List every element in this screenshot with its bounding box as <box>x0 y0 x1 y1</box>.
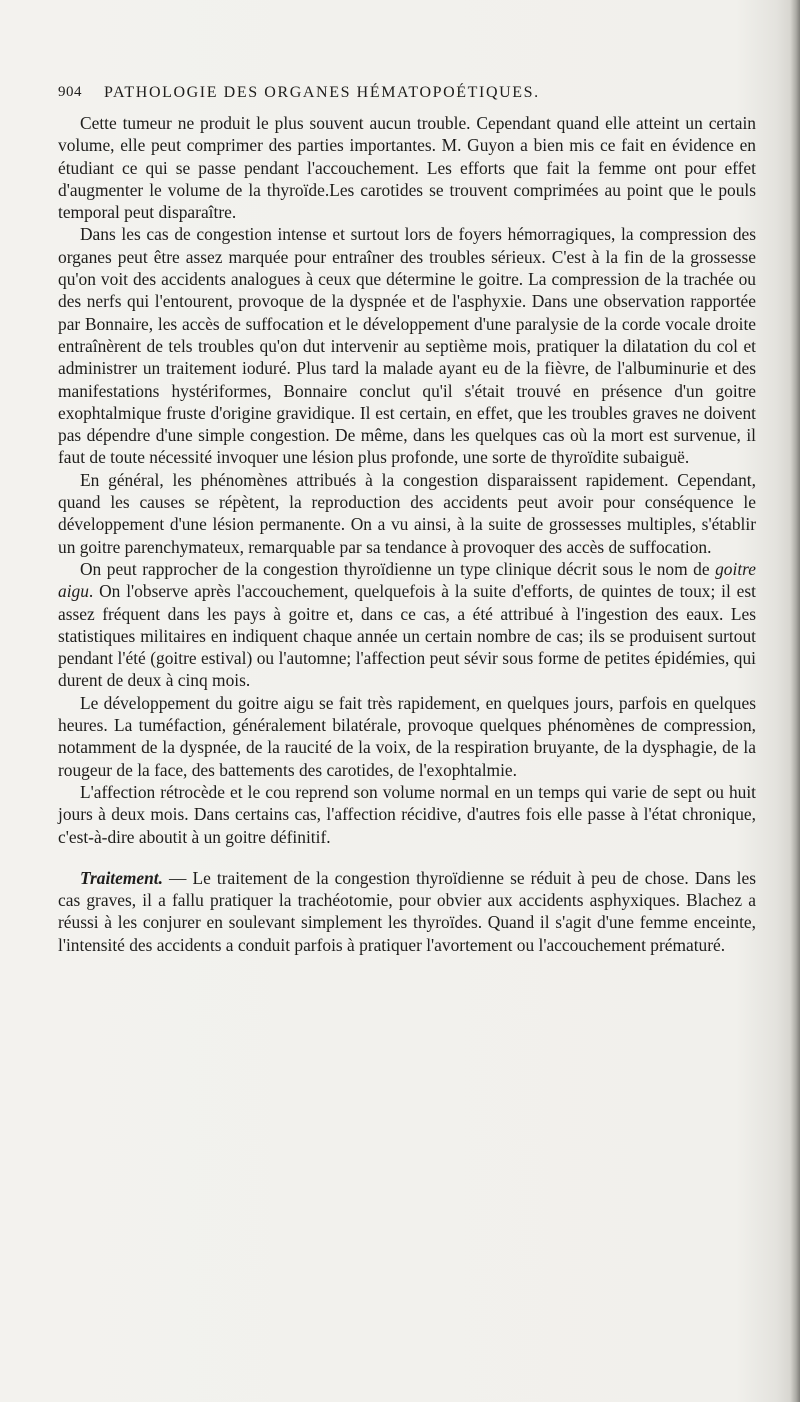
paragraph-acute-goiter <box>58 558 756 692</box>
paragraph-acute-goiter-development: Le développement du goitre aigu se fait très rapidement, en quelques jours, parfois en quelques heures. La tuméfaction, généralement bilatérale, provoque quelques phénomènes de compression, notamment de la dyspnée, de la raucité de la voix, de la respiration bruyante, de la dysphagie, de la rougeur de la face, des battements des carotides, de l'exophtalmie. <box>58 692 756 780</box>
treatment-text: — Le traitement de la congestion thyroïdienne se réduit à peu de chose. Dans les cas graves, il a fallu pratiquer la trachéotomie, pour obvier aux accidents asphyxiques. Blachez a réussi à les conjurer en soulevant simplement les thyroïdes. Quand il s'agit d'une femme enceinte, l'intensité des accidents a conduit parfois à pratiquer l'avortement ou l'accouchement prématuré. <box>58 867 756 955</box>
body-text <box>58 112 756 956</box>
page-header <box>58 84 758 106</box>
running-title: PATHOLOGIE DES ORGANES HÉMATOPOÉTIQUES. <box>104 84 540 101</box>
acute-goiter-term: goitre aigu <box>58 558 756 602</box>
acute-goiter-text-end: . On l'observe après l'accouchement, quelquefois à la suite d'efforts, de quintes de toux; il est assez fréquent dans les pays à goitre et, dans ce cas, a été attribué à l'ingestion des eaux. Les statistiques militaires en indiquent chaque année un certain nombre de cas; ils se produisent surtout pendant l'été (goitre estival) ou l'automne; l'affection peut sévir sous forme de petites épidémies, qui durent de deux à cinq mois. <box>58 581 756 691</box>
page-number: 904 <box>58 84 82 100</box>
paragraph-tumor-effects: Cette tumeur ne produit le plus souvent aucun trouble. Cependant quand elle atteint un certain volume, elle peut comprimer des parties importantes. M. Guyon a bien mis ce fait en évidence en étudiant ce qui se passe pendant l'accouchement. Les efforts que fait la femme ont pour effet d'augmenter le volume de la thyroïde.Les carotides se trouvent comprimées au point que le pouls temporal peut disparaître. <box>58 113 756 223</box>
paragraph-general-phenomena: En général, les phénomènes attribués à la congestion disparaissent rapidement. Cependant, quand les causes se répètent, la reproduction des accidents peut avoir pour conséquence le développement d'une lésion permanente. On a vu ainsi, à la suite de grossesses multiples, s'établir un goitre parenchymateux, remarquable par sa tendance à provoquer des accès de suffocation. <box>58 469 756 557</box>
paragraph-treatment <box>58 867 756 956</box>
page-edge-shadow <box>790 0 800 1402</box>
paragraph-regression: L'affection rétrocède et le cou reprend son volume normal en un temps qui varie de sept ou huit jours à deux mois. Dans certains cas, l'affection récidive, d'autres fois elle passe à l'état chronique, c'est-à-dire aboutit à un goitre définitif. <box>58 781 756 847</box>
paragraph-intense-congestion: Dans les cas de congestion intense et surtout lors de foyers hémorragiques, la compression des organes peut être assez marquée pour entraîner des troubles sérieux. C'est à la fin de la grossesse qu'on voit des accidents analogues à ceux que détermine le goitre. La compression de la trachée ou des nerfs qui l'entourent, provoque de la dyspnée et de l'asphyxie. Dans une observation rapportée par Bonnaire, les accès de suffocation et le développement d'une paralysie de la corde vocale droite entraînèrent de tels troubles qu'on dut intervenir au septième mois, pratiquer la dilatation du col et administrer un traitement ioduré. Plus tard la malade ayant eu de la fièvre, de l'albuminurie et des manifestations hystériformes, Bonnaire conclut qu'il s'était trouvé en présence d'un goitre exophtalmique fruste d'origine gravidique. Il est certain, en effet, que les troubles graves ne doivent pas dépendre d'une simple congestion. De même, dans les quelques cas où la mort est survenue, il faut de toute nécessité invoquer une lésion plus profonde, une sorte de thyroïdite subaiguë. <box>58 224 756 468</box>
acute-goiter-text-start: On peut rapprocher de la congestion thyroïdienne un type clinique décrit sous le nom de <box>80 558 716 579</box>
treatment-heading: Traitement. <box>80 867 163 888</box>
